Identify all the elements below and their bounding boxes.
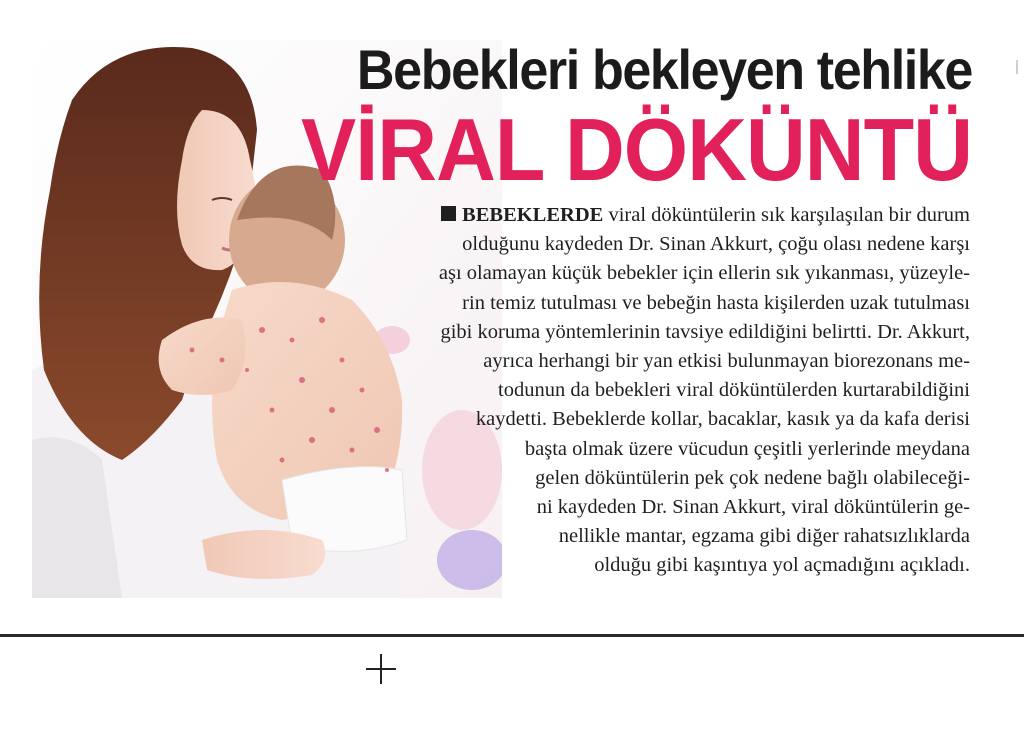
article-line: [318, 201, 970, 230]
article-body: [318, 201, 970, 581]
article-line: ayrıca herhangi bir yan etkisi bulunmayan biorezonans me-: [483, 350, 970, 373]
page-edge-mark: [1016, 60, 1018, 74]
crosshair-icon: [366, 654, 396, 684]
article-line: aşı olamayan küçük bebekler için ellerin sık yıkanması, yüzeyle-: [438, 262, 970, 285]
article-line: ni kaydeden Dr. Sinan Akkurt, viral döküntülerin ge-: [536, 496, 970, 519]
article-line: todunun da bebekleri viral döküntülerden kurtarabildiğini: [498, 379, 970, 402]
article-lead: BEBEKLERDE: [462, 204, 604, 226]
black-square-bullet-icon: [441, 206, 456, 221]
article-line-text: viral döküntülerin sık karşılaşılan bir durum: [603, 204, 970, 226]
article-line: gelen döküntülerin pek çok nedene bağlı olabileceği-: [535, 466, 970, 489]
section-divider: [0, 634, 1024, 637]
article-line: gibi koruma yöntemlerinin tavsiye edildiğini belirtti. Dr. Akkurt,: [440, 320, 970, 343]
article-line: olduğunu kaydeden Dr. Sinan Akkurt, çoğu olası nedene karşı: [462, 233, 970, 256]
article-line: kaydetti. Bebeklerde kollar, bacaklar, kasık ya da kafa derisi: [475, 408, 970, 431]
subheadline: VİRAL DÖKÜNTÜ: [301, 100, 972, 199]
article-line: nellikle mantar, egzama gibi diğer rahatsızlıklarda: [558, 525, 970, 548]
article-line: rin temiz tutulması ve bebeğin hasta kişilerden uzak tutulması: [462, 291, 970, 314]
article-line: başta olmak üzere vücudun çeşitli yerlerinde meydana: [524, 437, 970, 460]
article-line: olduğu gibi kaşıntıya yol açmadığını açıkladı.: [594, 554, 970, 577]
headline: Bebekleri bekleyen tehlike: [356, 38, 972, 101]
